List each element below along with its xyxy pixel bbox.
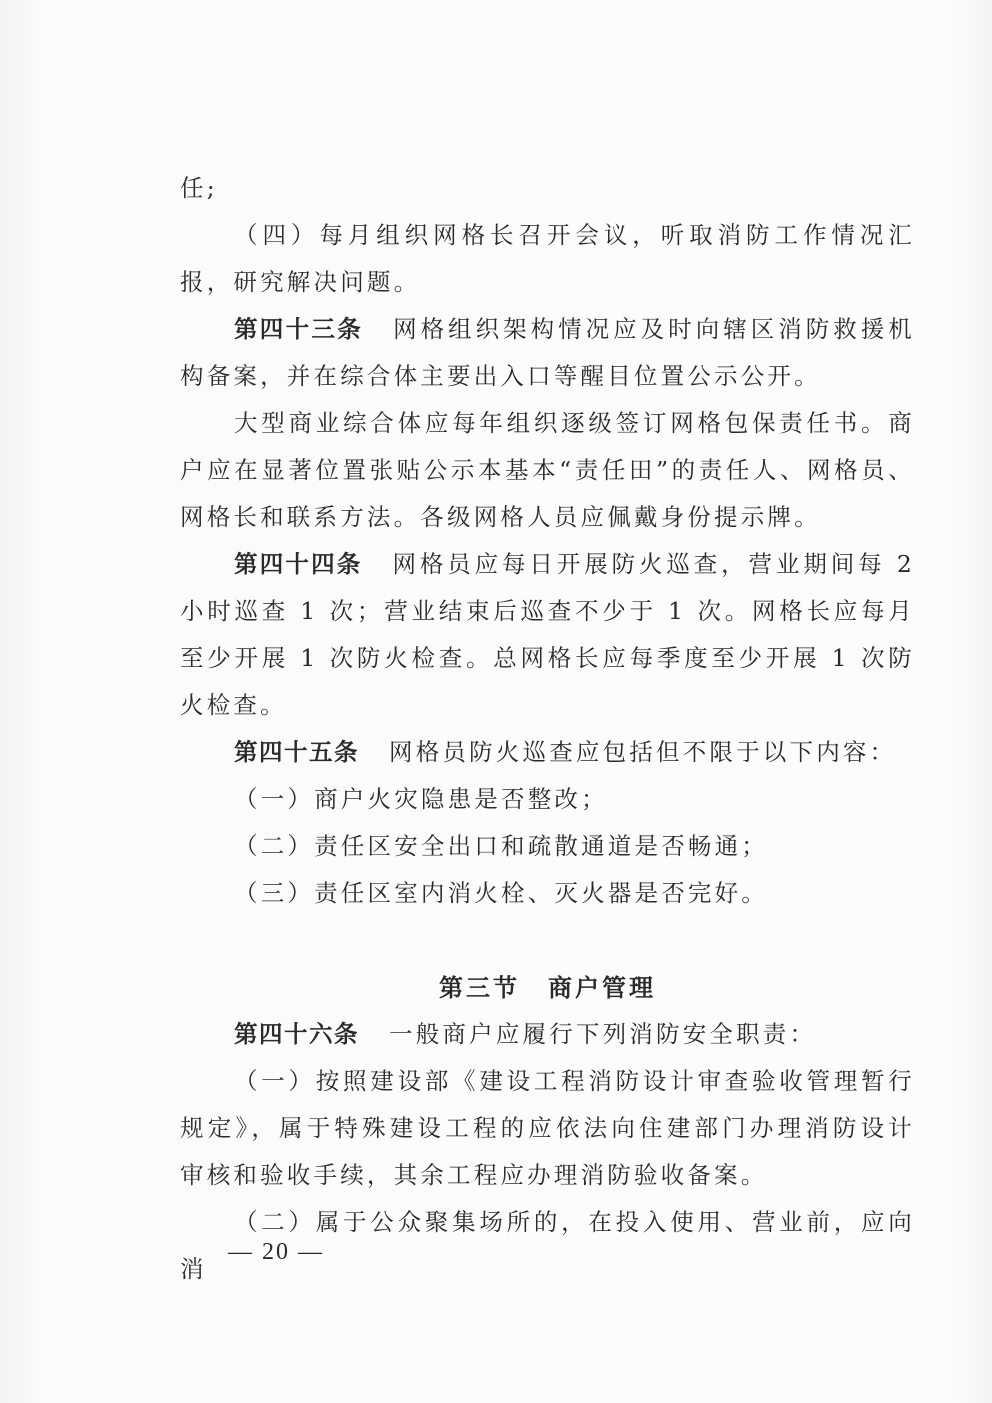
paragraph-text: （三）责任区室内消火栓、灭火器是否完好。	[234, 879, 768, 907]
article-number: 第四十五条	[234, 738, 359, 766]
list-item	[180, 870, 915, 917]
section-number: 第三节	[439, 973, 520, 1002]
section-title: 商户管理	[548, 973, 656, 1002]
paragraph-text: 大型商业综合体应每年组织逐级签订网格包保责任书。商户应在显著位置张贴公示本基本“责任田”的责任人、网格员、网格长和联系方法。各级网格人员应佩戴身份提示牌。	[180, 409, 915, 531]
paragraph-text: 网格组织架构情况应及时向辖区消防救援机构备案，并在综合体主要出入口等醒目位置公示公开。	[180, 315, 915, 390]
page-number: — 20 —	[228, 1239, 324, 1265]
article-paragraph	[180, 541, 915, 729]
paragraph-text: 任;	[180, 174, 218, 202]
paragraph-text: 一般商户应履行下列消防安全职责：	[389, 1020, 817, 1048]
article-number: 第四十六条	[234, 1020, 359, 1048]
list-item	[180, 1058, 915, 1199]
article-number: 第四十四条	[234, 550, 363, 578]
section-heading	[180, 964, 915, 1011]
list-item	[180, 776, 915, 823]
article-number: 第四十三条	[234, 315, 364, 343]
list-item	[180, 823, 915, 870]
article-paragraph	[180, 1011, 915, 1058]
paragraph	[180, 400, 915, 541]
paragraph	[180, 165, 915, 212]
document-body	[180, 165, 915, 1293]
paragraph-text: （一）商户火灾隐患是否整改；	[234, 785, 608, 813]
paragraph-text: 网格员应每日开展防火巡查，营业期间每 2 小时巡查 1 次；营业结束后巡查不少于 1 次。网格长应每月至少开展 1 次防火检查。总网格长应每季度至少开展 1 次防火检查。	[180, 550, 916, 719]
paragraph-text: （四）每月组织网格长召开会议，听取消防工作情况汇报，研究解决问题。	[180, 221, 915, 296]
article-paragraph	[180, 306, 915, 400]
paragraph-text: 网格员防火巡查应包括但不限于以下内容：	[389, 738, 897, 766]
paragraph-text: （二）属于公众聚集场所的，在投入使用、营业前，应向消	[180, 1208, 915, 1283]
section-spacer	[180, 917, 915, 964]
article-paragraph	[180, 729, 915, 776]
paragraph-text: （二）责任区安全出口和疏散通道是否畅通；	[234, 832, 768, 860]
paragraph	[180, 212, 915, 306]
paragraph-text: （一）按照建设部《建设工程消防设计审查验收管理暂行规定》，属于特殊建设工程的应依法向住建部门办理消防设计审核和验收手续，其余工程应办理消防验收备案。	[180, 1067, 915, 1189]
